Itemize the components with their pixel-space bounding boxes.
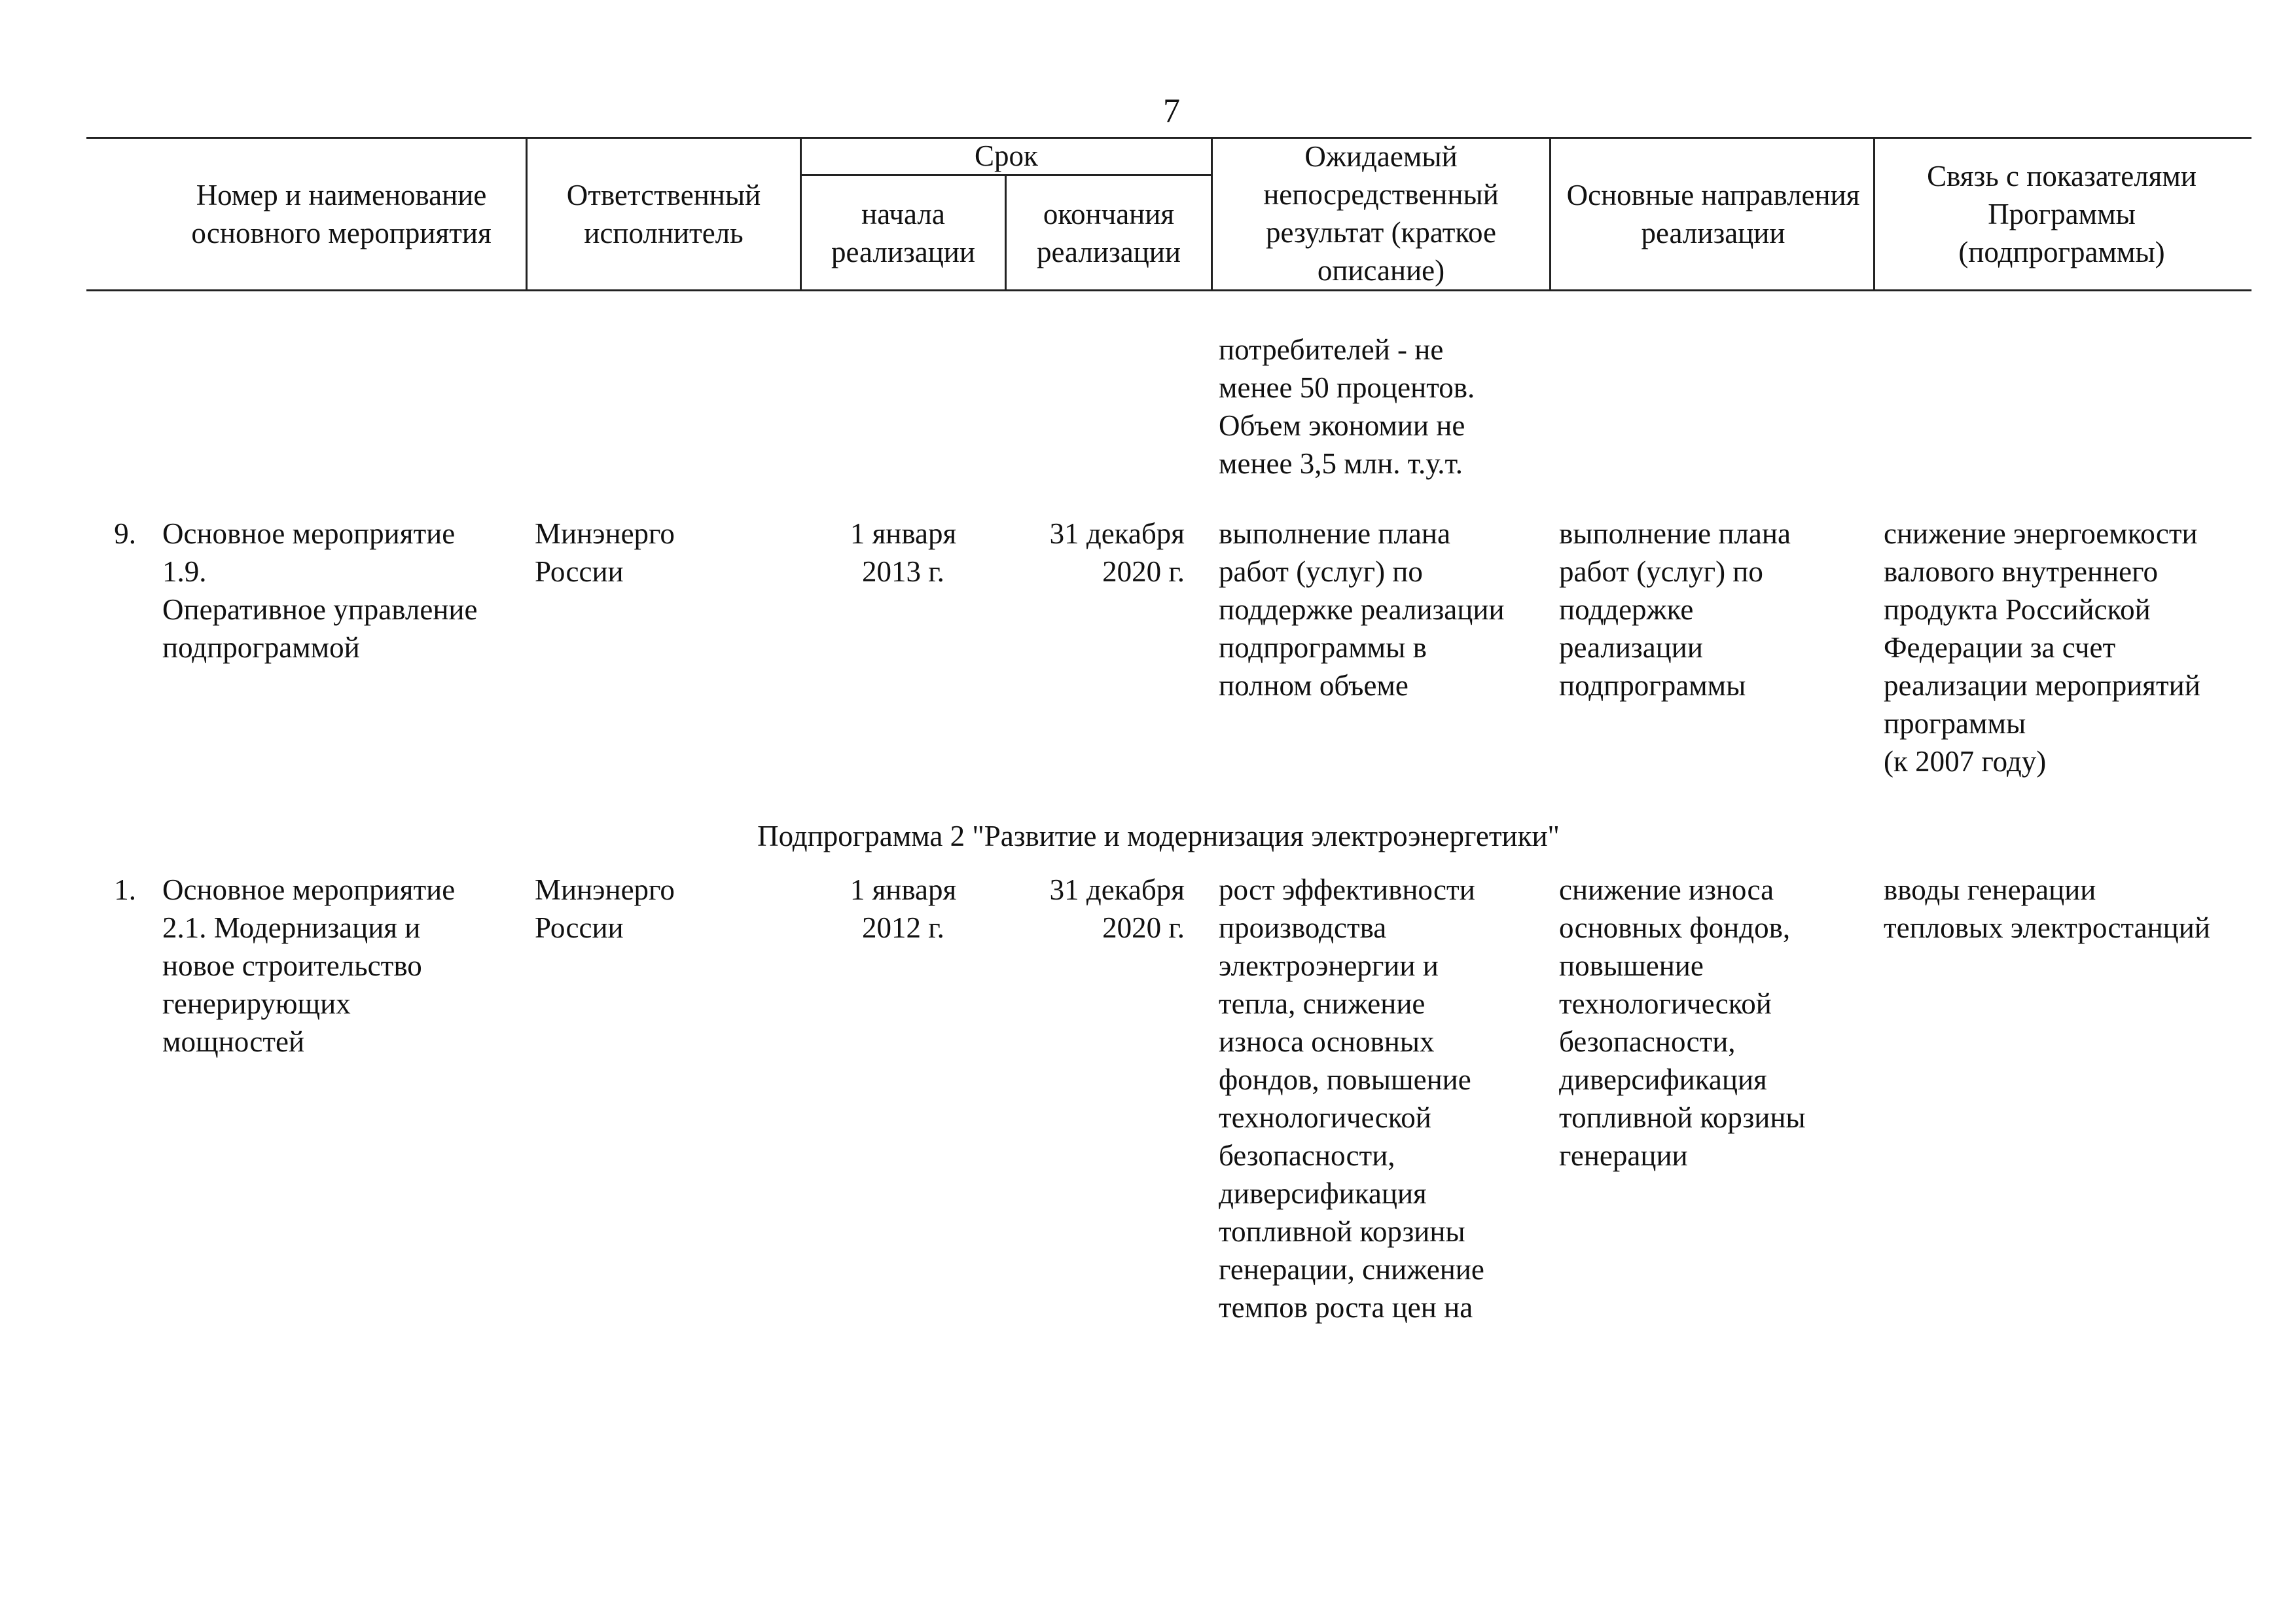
row-start: 1 января 2012 г.: [850, 873, 957, 944]
row-end: 31 декабря 2020 г.: [1049, 517, 1185, 588]
row-executor: Минэнерго России: [535, 873, 675, 944]
row-result: выполнение плана работ (услуг) по поддержке реализации подпрограммы в полном объеме: [1219, 517, 1505, 702]
header-col-term: [802, 137, 1211, 174]
header-divider-4: [1211, 137, 1213, 290]
continuation-result: потребителей - не менее 50 процентов. Объем экономии не менее 3,5 млн. т.у.т.: [1219, 333, 1475, 480]
row-executor: Минэнерго России: [535, 517, 675, 588]
header-divider-5: [1549, 137, 1551, 290]
header-col-end: [1007, 176, 1211, 289]
row-name: Основное мероприятие 1.9. Оперативное управление подпрограммой: [162, 517, 478, 664]
row-number: 1.: [114, 873, 136, 906]
header-col-directions: [1558, 139, 1869, 289]
page-number: 7: [1163, 92, 1180, 130]
header-col-term-text: Срок: [975, 139, 1038, 172]
row-end: 31 декабря 2020 г.: [1049, 873, 1185, 944]
row-directions: снижение износа основных фондов, повышение технологической безопасности, диверсификация топливной корзины генерации: [1559, 873, 1806, 1172]
header-col-result-text: Ожидаемый непосредственный результат (краткое описание): [1263, 139, 1499, 287]
row-start: 1 января 2013 г.: [850, 517, 957, 588]
row-directions: выполнение плана работ (услуг) по поддержке реализации подпрограммы: [1559, 517, 1791, 702]
header-col-link-text: Связь с показателями Программы (подпрограммы): [1927, 160, 2197, 268]
header-col-directions-text: Основные направления реализации: [1566, 179, 1860, 249]
header-col-start: [802, 176, 1005, 289]
header-col-name-text: Номер и наименование основного мероприятия: [191, 179, 492, 249]
header-col-executor: [528, 139, 800, 289]
header-col-executor-text: Ответственный исполнитель: [566, 179, 761, 249]
row-link: снижение энергоемкости валового внутреннего продукта Российской Федерации за счет реализации мероприятий программы (к 2007 году): [1884, 517, 2200, 778]
header-divider-6: [1873, 137, 1875, 290]
header-col-start-text: начала реализации: [831, 197, 975, 268]
row-result: рост эффективности производства электроэнергии и тепла, снижение износа основных фондов, повышение технологической безопасности, диверсификация топливной корзины генерации, снижение темпов роста цен на: [1219, 873, 1484, 1324]
header-bottom-rule: [86, 289, 2251, 291]
row-link: вводы генерации тепловых электростанций: [1884, 873, 2210, 944]
subprogram-title: Подпрограмма 2 "Развитие и модернизация электроэнергетики": [757, 820, 1560, 852]
header-col-name: [157, 139, 526, 289]
header-col-link: [1885, 139, 2238, 289]
header-col-end-text: окончания реализации: [1037, 197, 1181, 268]
header-col-result: [1217, 137, 1545, 289]
row-number: 9.: [114, 517, 136, 550]
row-name: Основное мероприятие 2.1. Модернизация и новое строительство генерирующих мощностей: [162, 873, 456, 1058]
